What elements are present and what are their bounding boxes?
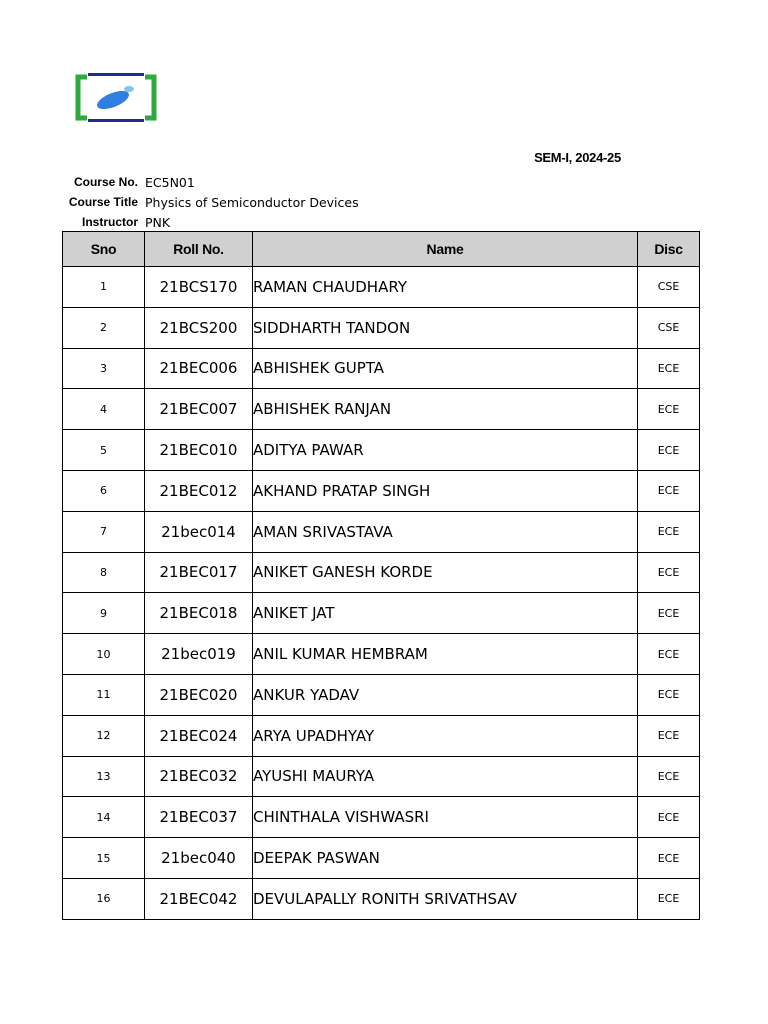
table-row <box>63 430 700 471</box>
table-row <box>63 267 700 308</box>
student-name: ANIKET GANESH KORDE <box>253 552 638 593</box>
roll-number: 21BEC012 <box>145 470 253 511</box>
course-title-row <box>62 192 359 212</box>
sno: 5 <box>63 430 145 471</box>
course-number: EC5N01 <box>145 174 195 190</box>
discipline: ECE <box>638 674 700 715</box>
sno: 3 <box>63 348 145 389</box>
roll-number: 21BEC007 <box>145 389 253 430</box>
header-disc: Disc <box>638 232 700 267</box>
discipline: ECE <box>638 715 700 756</box>
roll-number: 21bec040 <box>145 838 253 879</box>
sno: 12 <box>63 715 145 756</box>
roll-number: 21BEC010 <box>145 430 253 471</box>
discipline: ECE <box>638 756 700 797</box>
course-title-label: Course Title <box>68 195 138 209</box>
table-row <box>63 389 700 430</box>
roll-number: 21BEC017 <box>145 552 253 593</box>
instructor-row <box>62 212 359 232</box>
student-roster-table <box>62 231 700 920</box>
sno: 11 <box>63 674 145 715</box>
roll-number: 21BEC042 <box>145 878 253 919</box>
table-header-row <box>63 232 700 267</box>
discipline: ECE <box>638 634 700 675</box>
discipline: ECE <box>638 552 700 593</box>
table-row <box>63 470 700 511</box>
discipline: ECE <box>638 878 700 919</box>
student-name: AYUSHI MAURYA <box>253 756 638 797</box>
roll-number: 21BCS200 <box>145 307 253 348</box>
discipline: ECE <box>638 797 700 838</box>
sno: 14 <box>63 797 145 838</box>
roll-number: 21BEC032 <box>145 756 253 797</box>
discipline: ECE <box>638 838 700 879</box>
institute-logo <box>75 73 157 123</box>
roll-number: 21BEC018 <box>145 593 253 634</box>
student-name: AMAN SRIVASTAVA <box>253 511 638 552</box>
student-name: CHINTHALA VISHWASRI <box>253 797 638 838</box>
roll-number: 21bec014 <box>145 511 253 552</box>
discipline: CSE <box>638 307 700 348</box>
sno: 10 <box>63 634 145 675</box>
sno: 7 <box>63 511 145 552</box>
student-name: ABHISHEK GUPTA <box>253 348 638 389</box>
table-row <box>63 878 700 919</box>
table-row <box>63 307 700 348</box>
table-row <box>63 511 700 552</box>
table-row <box>63 715 700 756</box>
sno: 9 <box>63 593 145 634</box>
student-name: ANIL KUMAR HEMBRAM <box>253 634 638 675</box>
table-row <box>63 348 700 389</box>
roll-number: 21BEC006 <box>145 348 253 389</box>
header-sno: Sno <box>63 232 145 267</box>
course-number-row <box>62 172 359 192</box>
table-row <box>63 674 700 715</box>
sno: 13 <box>63 756 145 797</box>
roll-number: 21BEC024 <box>145 715 253 756</box>
sno: 2 <box>63 307 145 348</box>
discipline: ECE <box>638 348 700 389</box>
discipline: ECE <box>638 593 700 634</box>
student-name: RAMAN CHAUDHARY <box>253 267 638 308</box>
table-row <box>63 838 700 879</box>
table-row <box>63 552 700 593</box>
sno: 6 <box>63 470 145 511</box>
sno: 16 <box>63 878 145 919</box>
roll-number: 21BEC037 <box>145 797 253 838</box>
discipline: ECE <box>638 430 700 471</box>
student-name: ABHISHEK RANJAN <box>253 389 638 430</box>
student-name: ADITYA PAWAR <box>253 430 638 471</box>
sno: 8 <box>63 552 145 593</box>
sno: 1 <box>63 267 145 308</box>
discipline: ECE <box>638 389 700 430</box>
header-name: Name <box>253 232 638 267</box>
table-row <box>63 797 700 838</box>
student-name: SIDDHARTH TANDON <box>253 307 638 348</box>
table-row <box>63 634 700 675</box>
course-info <box>62 172 359 232</box>
student-name: ANIKET JAT <box>253 593 638 634</box>
instructor-name: PNK <box>145 214 171 230</box>
student-name: AKHAND PRATAP SINGH <box>253 470 638 511</box>
table-body <box>63 267 700 920</box>
table-row <box>63 593 700 634</box>
semester-label: SEM-I, 2024-25 <box>534 150 621 165</box>
course-number-label: Course No. <box>73 175 138 189</box>
sno: 15 <box>63 838 145 879</box>
student-name: ANKUR YADAV <box>253 674 638 715</box>
roll-number: 21bec019 <box>145 634 253 675</box>
instructor-label: Instructor <box>81 215 138 229</box>
roll-number: 21BCS170 <box>145 267 253 308</box>
student-name: ARYA UPADHYAY <box>253 715 638 756</box>
sno: 4 <box>63 389 145 430</box>
header-roll-no: Roll No. <box>145 232 253 267</box>
table-row <box>63 756 700 797</box>
discipline: CSE <box>638 267 700 308</box>
student-name: DEEPAK PASWAN <box>253 838 638 879</box>
student-name: DEVULAPALLY RONITH SRIVATHSAV <box>253 878 638 919</box>
discipline: ECE <box>638 511 700 552</box>
discipline: ECE <box>638 470 700 511</box>
roll-number: 21BEC020 <box>145 674 253 715</box>
course-title: Physics of Semiconductor Devices <box>145 194 359 210</box>
